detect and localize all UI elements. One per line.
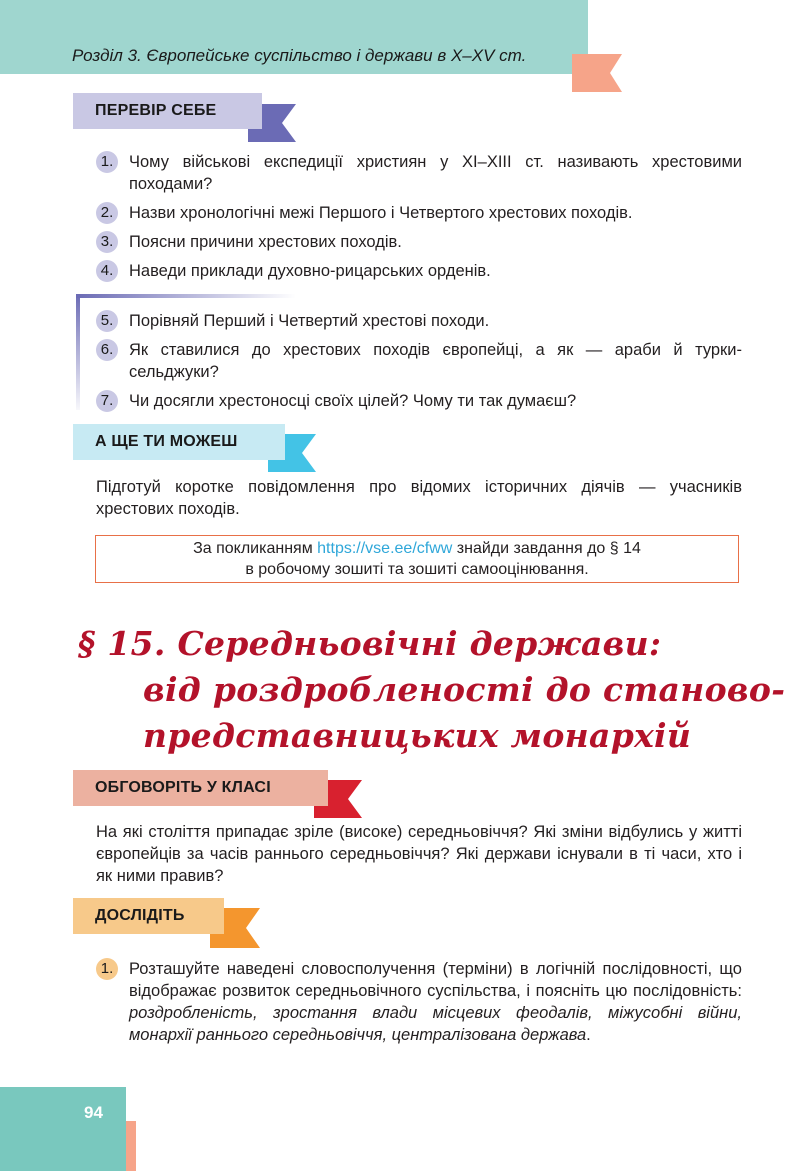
chapter-title: Розділ 3. Європейське суспільство і держави в Х–ХV ст.	[72, 46, 527, 65]
question-text: Наведи приклади духовно-рицарських орденів.	[129, 262, 491, 280]
question-text: Чому військові експедиції християн у ХІ–ХІІІ ст. називають хрестовими походами?	[129, 153, 742, 193]
advanced-bracket-vertical	[76, 294, 80, 410]
question-number: 4.	[96, 260, 118, 282]
footer-band	[0, 1087, 126, 1171]
online-tasks-link[interactable]: https://vse.ee/cfww	[317, 540, 453, 557]
question-text: Поясни причини хрестових походів.	[129, 233, 402, 251]
research-task-item	[96, 958, 742, 1046]
online-tasks-suffix: знайди завдання до § 14	[452, 540, 641, 557]
research-tasks	[96, 958, 742, 1053]
advanced-bracket-horizontal	[76, 294, 296, 298]
research-label: ДОСЛІДІТЬ	[73, 898, 224, 934]
you-can-also-text: Підготуй коротке повідомлення про відомих історичних діячів — учасників хрестових походів.	[96, 478, 742, 518]
question-number: 2.	[96, 202, 118, 224]
section-heading-line-1: § 15. Середньовічні держави:	[78, 624, 662, 663]
page-number: 94	[84, 1103, 103, 1122]
footer-strip	[126, 1121, 136, 1171]
question-number: 5.	[96, 310, 118, 332]
check-yourself-questions	[96, 151, 742, 289]
online-tasks-prefix: За покликанням	[193, 540, 318, 557]
section-heading-line-2: від роздробленості до станово-	[143, 670, 786, 709]
question-item	[96, 339, 742, 383]
question-item	[96, 231, 742, 253]
task-text	[129, 958, 742, 1046]
question-item	[96, 260, 742, 282]
discuss-text: На які століття припадає зріле (високе) середньовіччя? Які зміни відбулись у житті європейців за часів раннього середньовіччя? Які держави існували в ті часи, хто і як ними правив?	[96, 823, 742, 885]
advanced-questions	[96, 310, 742, 419]
task-text-plain: Розташуйте наведені словосполучення (терміни) в логічній послідовності, що відображає розвиток середньовічного суспільства, і поясніть цю послідовність:	[129, 960, 742, 1000]
question-text: Порівняй Перший і Четвертий хрестові походи.	[129, 312, 490, 330]
header-ribbon-icon	[572, 54, 622, 92]
task-number: 1.	[96, 958, 118, 980]
online-tasks-box	[95, 535, 739, 583]
question-number: 3.	[96, 231, 118, 253]
discuss-label: ОБГОВОРІТЬ У КЛАСІ	[73, 770, 328, 806]
question-text: Як ставилися до хрестових походів європейці, а як — араби й турки-сельджуки?	[129, 341, 742, 381]
question-number: 7.	[96, 390, 118, 412]
you-can-also-label: А ЩЕ ТИ МОЖЕШ	[73, 424, 285, 460]
online-tasks-line-2: в робочому зошиті та зошиті самооцінювання.	[245, 561, 589, 578]
section-heading-line-3: представницьких монархій	[143, 716, 692, 755]
question-number: 6.	[96, 339, 118, 361]
question-item	[96, 202, 742, 224]
task-text-end: .	[586, 1026, 591, 1044]
question-text: Чи досягли хрестоносці своїх цілей? Чому ти так думаєш?	[129, 392, 577, 410]
question-item	[96, 390, 742, 412]
question-item	[96, 151, 742, 195]
question-text: Назви хронологічні межі Першого і Четвертого хрестових походів.	[129, 204, 633, 222]
task-text-terms: роздробленість, зростання влади місцевих феодалів, міжусобні війни, монархії раннього середньовіччя, централізована держава	[129, 1004, 742, 1044]
check-yourself-label: ПЕРЕВІР СЕБЕ	[73, 93, 262, 129]
online-tasks-line-1	[193, 538, 641, 559]
question-number: 1.	[96, 151, 118, 173]
question-item	[96, 310, 742, 332]
